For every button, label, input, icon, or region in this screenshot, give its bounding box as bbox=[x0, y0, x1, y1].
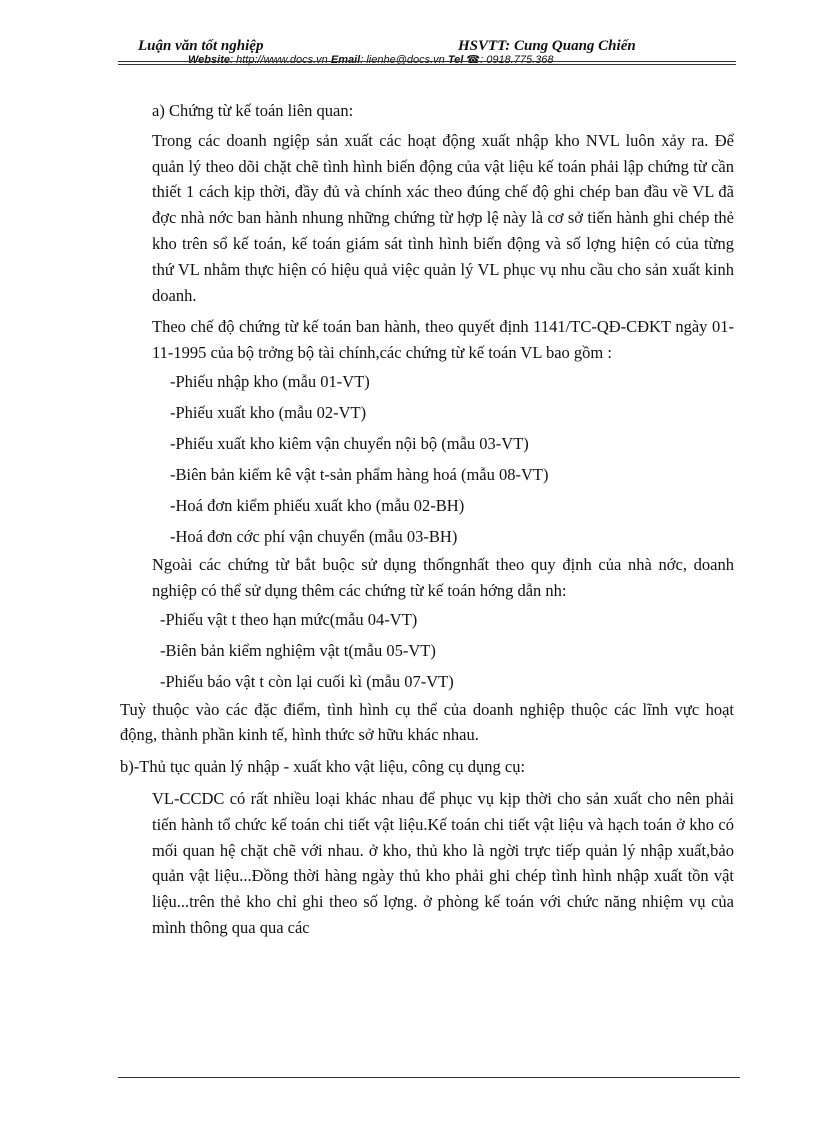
section-a-heading: a) Chứng từ kế toán liên quan: bbox=[152, 101, 354, 120]
required-documents-list bbox=[120, 366, 734, 552]
website-value: : http://www.docs.vn bbox=[229, 54, 328, 66]
list-item: -Phiếu xuất kho kiêm vận chuyển nội bộ (mẫu 03-VT) bbox=[170, 433, 529, 453]
list-item: -Phiếu nhập kho (mẫu 01-VT) bbox=[170, 371, 370, 391]
email-value: : lienhe@docs.vn bbox=[360, 54, 445, 66]
list-item: -Phiếu xuất kho (mẫu 02-VT) bbox=[170, 402, 367, 422]
guidance-documents-list bbox=[120, 604, 734, 697]
email-label: Email bbox=[330, 54, 361, 66]
section-a-paragraph-1: Trong các doanh ngiệp sản xuất các hoạt động xuất nhập kho NVL luôn xảy ra. Để quản lý theo dõi chặt chẽ tình hình biến động của vật liệu kế toán phải lập chứng từ cần thiết 1 cách kịp thời, đầy đủ và chính xác theo đúng chế độ ghi chép ban đầu về VL đã đợc nhà nớc ban hành nhung những chứng từ hợp lệ này là cơ sở tiến hành ghi chép thẻ kho trên sổ kế toán, kế toán giám sát tình hình biến động và số lợng hiện có của từng thứ VL nhằm thực hiện có hiệu quả việc quản lý VL phục vụ nhu cầu cho sản xuất kinh doanh. bbox=[152, 130, 734, 305]
list-item: -Phiếu báo vật t còn lại cuối kì (mẫu 07-VT) bbox=[160, 671, 454, 691]
tel-label: Tel ☎ bbox=[447, 54, 481, 66]
list-item: -Hoá đơn kiểm phiếu xuất kho (mẫu 02-BH) bbox=[170, 495, 465, 515]
list-item: -Phiếu vật t theo hạn mức(mẫu 04-VT) bbox=[160, 609, 418, 629]
section-b-paragraph-1 bbox=[120, 786, 734, 941]
page-header bbox=[118, 36, 736, 72]
list-item: -Biên bản kiểm nghiệm vật t(mẫu 05-VT) bbox=[160, 640, 436, 660]
tel-value: : 0918.775.368 bbox=[480, 54, 554, 66]
header-rule-bottom bbox=[118, 64, 736, 65]
header-rule-top bbox=[118, 61, 736, 62]
document-body bbox=[120, 98, 734, 941]
header-left-title: Luận văn tốt nghiệp bbox=[138, 38, 264, 54]
list-item: -Biên bản kiểm kê vật t-sản phẩm hàng hoá (mẫu 08-VT) bbox=[170, 464, 549, 484]
footer-rule bbox=[118, 1077, 740, 1078]
header-right-title: HSVTT: Cung Quang Chiến bbox=[458, 38, 636, 54]
section-a-paragraph-2: Theo chế độ chứng từ kế toán ban hành, theo quyết định 1141/TC-QĐ-CĐKT ngày 01-11-1995 của bộ trởng bộ tài chính,các chứng từ kế toán VL bao gồm : bbox=[152, 317, 734, 363]
section-b-heading: b)-Thủ tục quản lý nhập - xuất kho vật liệu, công cụ dụng cụ: bbox=[120, 757, 526, 777]
section-a-paragraph-3: Ngoài các chứng từ bắt buộc sử dụng thốngnhất theo quy định của nhà nớc, doanh nghiệp có thể sử dụng thêm các chứng từ kế toán hớng dẫn nh: bbox=[152, 554, 734, 600]
section-a-paragraph-4: Tuỳ thuộc vào các đặc điểm, tình hình cụ thể của doanh nghiệp thuộc các lĩnh vực hoạt động, thành phần kinh tế, hình thức sở hữu khác nhau. bbox=[120, 699, 734, 745]
list-item: -Hoá đơn cớc phí vận chuyển (mẫu 03-BH) bbox=[170, 526, 458, 546]
section-b-paragraph-1-text: VL-CCDC có rất nhiều loại khác nhau để phục vụ kịp thời cho sản xuất cho nên phải tiến hành tổ chức kế toán chi tiết vật liệu.Kế toán chi tiết vật liệu và hạch toán ở kho có mối quan hệ chặt chẽ với nhau. ở kho, thủ kho là ngời trực tiếp quản lý nhập xuất,bảo quản vật liệu...Đồng thời hàng ngày thủ kho phải ghi chép tình hình nhập xuất tồn vật liệu...trên thẻ kho chỉ ghi theo số lợng. ở phòng kế toán với chức năng nhiệm vụ của mình thông qua qua các bbox=[152, 788, 734, 937]
website-label: Website bbox=[188, 54, 230, 66]
